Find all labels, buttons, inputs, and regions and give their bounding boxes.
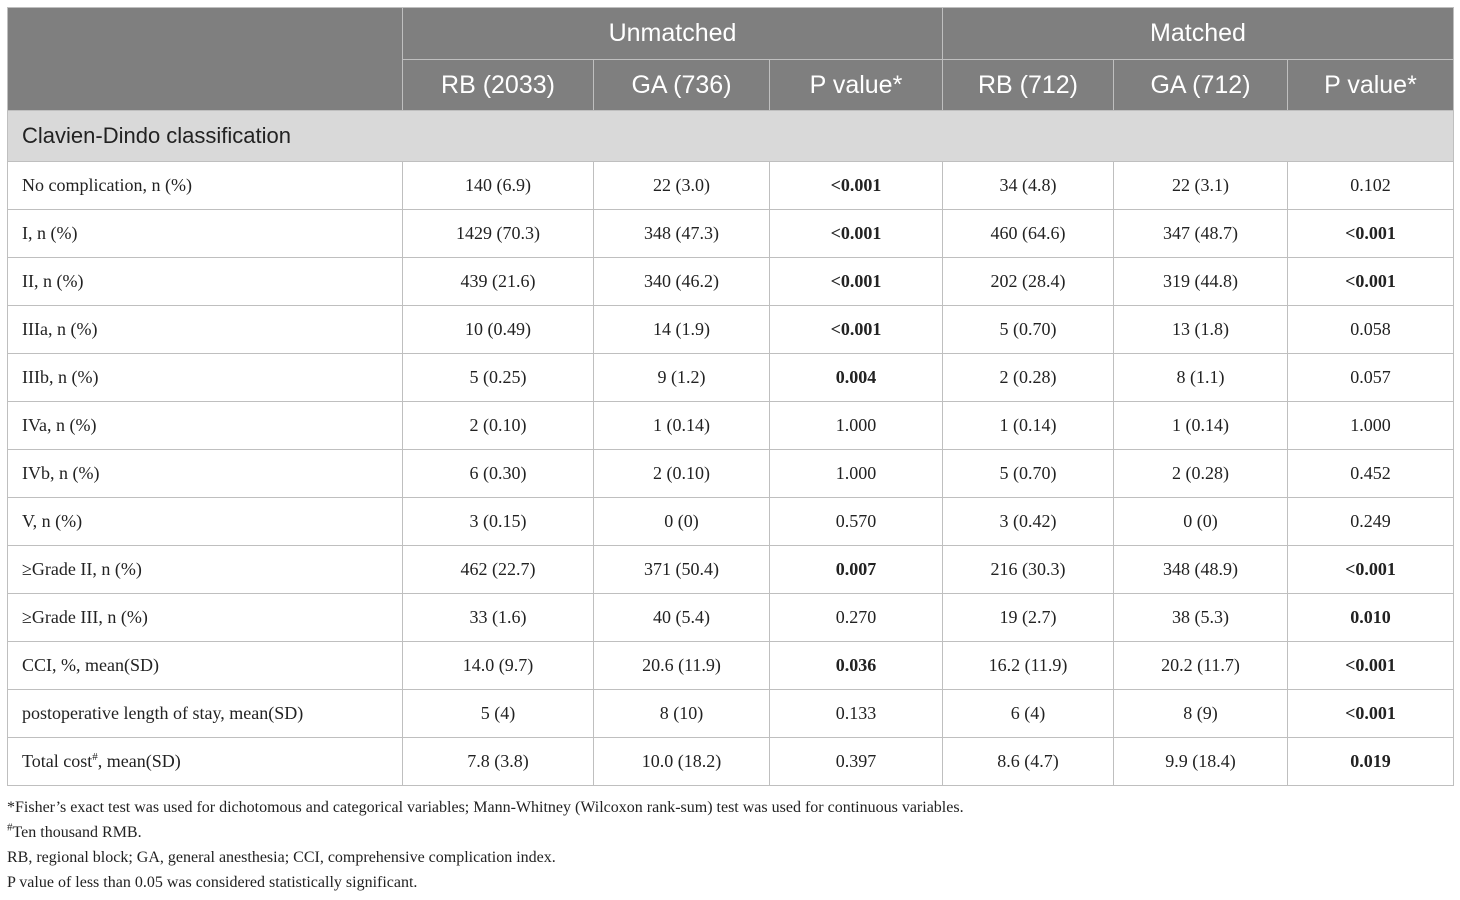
table-cell: <0.001 [770,306,943,354]
header-col-pvalue-matched: P value* [1288,60,1454,111]
row-label-suffix: , mean(SD) [97,751,181,771]
table-cell: 0.452 [1288,450,1454,498]
header-col-ga-matched: GA (712) [1114,60,1288,111]
table-cell: 2 (0.28) [943,354,1114,402]
row-label [8,258,403,306]
row-label-text: IIIa, n (%) [22,319,98,339]
row-label-text: CCI, %, mean(SD) [22,655,159,675]
table-cell: <0.001 [770,258,943,306]
table-cell: <0.001 [1288,690,1454,738]
row-label-text: II, n (%) [22,271,84,291]
header-col-ga-unmatched: GA (736) [594,60,770,111]
table-cell: 8.6 (4.7) [943,738,1114,786]
table-cell: 340 (46.2) [594,258,770,306]
header-group-matched: Matched [943,8,1454,60]
table-row [8,642,1454,690]
table-row [8,546,1454,594]
footnote-cost-marker: # [7,821,13,834]
table-cell: 0.057 [1288,354,1454,402]
table-cell: 439 (21.6) [403,258,594,306]
footnote-statistical-tests: *Fisher’s exact test was used for dichotomous and categorical variables; Mann-Whitney (Wilcoxon rank-sum) test was used for continuous variables. [7,799,964,816]
table-cell: 3 (0.15) [403,498,594,546]
table-cell: <0.001 [1288,258,1454,306]
table-cell: 2 (0.10) [403,402,594,450]
table-cell: <0.001 [770,210,943,258]
table-cell: 1 (0.14) [594,402,770,450]
table-cell: 10.0 (18.2) [594,738,770,786]
table-cell: 34 (4.8) [943,162,1114,210]
row-label-text: IVb, n (%) [22,463,100,483]
row-label [8,450,403,498]
row-label-text: V, n (%) [22,511,83,531]
row-label [8,354,403,402]
table-cell: 8 (1.1) [1114,354,1288,402]
table-cell: 202 (28.4) [943,258,1114,306]
row-label-text: I, n (%) [22,223,78,243]
table-row [8,402,1454,450]
table-cell: 0.102 [1288,162,1454,210]
table-cell: 0.397 [770,738,943,786]
table-cell: 5 (4) [403,690,594,738]
table-cell: 0.570 [770,498,943,546]
table-cell: 371 (50.4) [594,546,770,594]
table-cell: 6 (0.30) [403,450,594,498]
table-cell: 1.000 [770,450,943,498]
header-col-rb-matched: RB (712) [943,60,1114,111]
footnote-cost-unit [7,820,964,845]
results-table-container [7,7,1453,786]
table-cell: 0 (0) [1114,498,1288,546]
table-cell: 8 (9) [1114,690,1288,738]
complications-table [7,7,1454,786]
section-title: Clavien-Dindo classification [8,111,1454,162]
table-cell: 5 (0.70) [943,450,1114,498]
table-cell: 22 (3.0) [594,162,770,210]
header-row-groups [8,8,1454,60]
table-cell: 2 (0.28) [1114,450,1288,498]
table-cell: 348 (47.3) [594,210,770,258]
table-cell: 1.000 [1288,402,1454,450]
row-label [8,546,403,594]
footnote-cost-text: Ten thousand RMB. [12,824,142,841]
row-label [8,738,403,786]
table-row [8,354,1454,402]
table-cell: 0 (0) [594,498,770,546]
row-label-marker: # [92,751,98,763]
table-cell: 16.2 (11.9) [943,642,1114,690]
table-cell: 22 (3.1) [1114,162,1288,210]
table-cell: 1 (0.14) [1114,402,1288,450]
table-cell: 0.010 [1288,594,1454,642]
table-row [8,258,1454,306]
row-label-text: ≥Grade II, n (%) [22,559,142,579]
header-blank-cell [8,8,403,111]
header-col-rb-unmatched: RB (2033) [403,60,594,111]
row-label-text: IIIb, n (%) [22,367,99,387]
table-cell: 0.007 [770,546,943,594]
table-cell: 9.9 (18.4) [1114,738,1288,786]
table-row [8,594,1454,642]
row-label [8,306,403,354]
table-cell: 19 (2.7) [943,594,1114,642]
table-cell: 0.133 [770,690,943,738]
header-group-unmatched: Unmatched [403,8,943,60]
table-row [8,738,1454,786]
row-label [8,402,403,450]
table-cell: 319 (44.8) [1114,258,1288,306]
table-row [8,210,1454,258]
row-label [8,498,403,546]
table-cell: 10 (0.49) [403,306,594,354]
table-cell: 3 (0.42) [943,498,1114,546]
table-cell: 460 (64.6) [943,210,1114,258]
row-label-text: Total cost [22,751,93,771]
table-cell: 20.6 (11.9) [594,642,770,690]
table-cell: 20.2 (11.7) [1114,642,1288,690]
table-row [8,690,1454,738]
table-cell: 2 (0.10) [594,450,770,498]
table-cell: 0.270 [770,594,943,642]
table-cell: 14.0 (9.7) [403,642,594,690]
table-cell: 8 (10) [594,690,770,738]
table-cell: 14 (1.9) [594,306,770,354]
table-cell: 462 (22.7) [403,546,594,594]
table-cell: 0.004 [770,354,943,402]
table-cell: <0.001 [770,162,943,210]
header-col-pvalue-unmatched: P value* [770,60,943,111]
row-label-text: ≥Grade III, n (%) [22,607,148,627]
row-label [8,210,403,258]
table-cell: 0.058 [1288,306,1454,354]
table-cell: 216 (30.3) [943,546,1114,594]
table-cell: 33 (1.6) [403,594,594,642]
table-cell: 5 (0.25) [403,354,594,402]
table-cell: <0.001 [1288,546,1454,594]
section-row [8,111,1454,162]
table-cell: 38 (5.3) [1114,594,1288,642]
table-cell: 0.019 [1288,738,1454,786]
table-cell: 13 (1.8) [1114,306,1288,354]
table-cell: <0.001 [1288,642,1454,690]
table-cell: <0.001 [1288,210,1454,258]
table-cell: 7.8 (3.8) [403,738,594,786]
row-label-text: IVa, n (%) [22,415,97,435]
table-cell: 140 (6.9) [403,162,594,210]
table-cell: 5 (0.70) [943,306,1114,354]
table-cell: 1429 (70.3) [403,210,594,258]
footnote-abbreviations: RB, regional block; GA, general anesthesia; CCI, comprehensive complication index. [7,849,556,866]
table-row [8,306,1454,354]
table-row [8,498,1454,546]
table-cell: 348 (48.9) [1114,546,1288,594]
row-label [8,594,403,642]
table-cell: 6 (4) [943,690,1114,738]
footnotes [7,795,964,895]
row-label [8,690,403,738]
row-label [8,642,403,690]
table-row [8,162,1454,210]
table-cell: 0.036 [770,642,943,690]
table-cell: 1.000 [770,402,943,450]
table-cell: 1 (0.14) [943,402,1114,450]
table-row [8,450,1454,498]
table-cell: 347 (48.7) [1114,210,1288,258]
footnote-significance: P value of less than 0.05 was considered statistically significant. [7,874,418,891]
table-cell: 9 (1.2) [594,354,770,402]
row-label-text: postoperative length of stay, mean(SD) [22,703,304,723]
row-label-text: No complication, n (%) [22,175,192,195]
table-cell: 40 (5.4) [594,594,770,642]
table-cell: 0.249 [1288,498,1454,546]
row-label [8,162,403,210]
